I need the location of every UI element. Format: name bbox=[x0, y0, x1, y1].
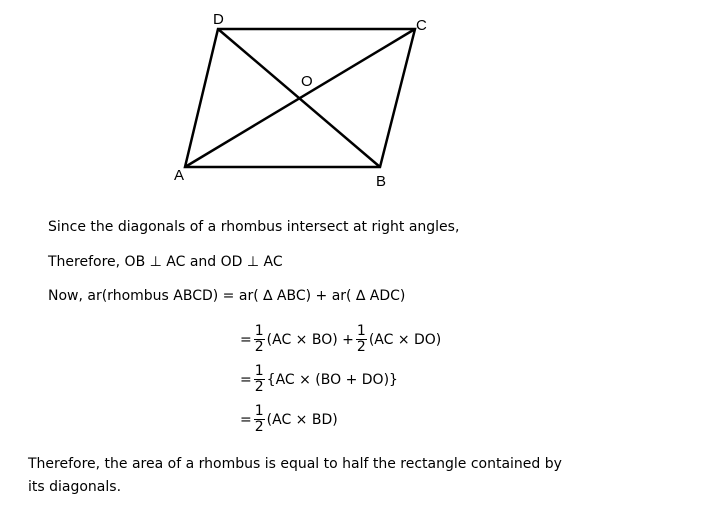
vertex-label-b: B bbox=[376, 173, 387, 190]
numerator: 1 bbox=[254, 363, 264, 379]
statement-line-3: Now, ar(rhombus ABCD) = ar( ∆ ABC) + ar( ∆ ADC) bbox=[48, 288, 406, 304]
fraction-half bbox=[356, 324, 367, 355]
equals-sign: = bbox=[240, 371, 252, 388]
conclusion-line-2: its diagonals. bbox=[28, 479, 122, 495]
fraction-half bbox=[254, 324, 265, 355]
equation-step-3 bbox=[240, 404, 338, 435]
numerator: 1 bbox=[254, 323, 264, 339]
equation-step-2 bbox=[240, 364, 398, 395]
numerator: 1 bbox=[254, 403, 264, 419]
denominator: 2 bbox=[254, 379, 264, 395]
vertex-label-c: C bbox=[416, 17, 427, 34]
equation-step-1 bbox=[240, 324, 441, 355]
vertex-label-a: A bbox=[174, 167, 185, 184]
equals-sign: = bbox=[240, 411, 252, 428]
term-ac-do: (AC × DO) bbox=[368, 331, 442, 348]
denominator: 2 bbox=[356, 339, 366, 355]
vertex-label-d: D bbox=[213, 11, 224, 28]
denominator: 2 bbox=[254, 339, 264, 355]
rhombus-figure bbox=[0, 0, 713, 200]
statement-line-2: Therefore, OB ⊥ AC and OD ⊥ AC bbox=[48, 254, 283, 270]
vertex-label-o: O bbox=[301, 73, 313, 90]
conclusion-line-1: Therefore, the area of a rhombus is equal to half the rectangle contained by bbox=[28, 456, 562, 472]
equals-sign: = bbox=[240, 331, 252, 348]
numerator: 1 bbox=[356, 323, 366, 339]
denominator: 2 bbox=[254, 419, 264, 435]
term-ac-bo-do: {AC × (BO + DO)} bbox=[266, 371, 398, 388]
term-ac-bd: (AC × BD) bbox=[266, 411, 338, 428]
term-ac-bo: (AC × BO) + bbox=[266, 331, 354, 348]
statement-line-1: Since the diagonals of a rhombus intersect at right angles, bbox=[48, 219, 460, 235]
fraction-half bbox=[254, 364, 265, 395]
diagonal-bd bbox=[218, 29, 380, 167]
fraction-half bbox=[254, 404, 265, 435]
